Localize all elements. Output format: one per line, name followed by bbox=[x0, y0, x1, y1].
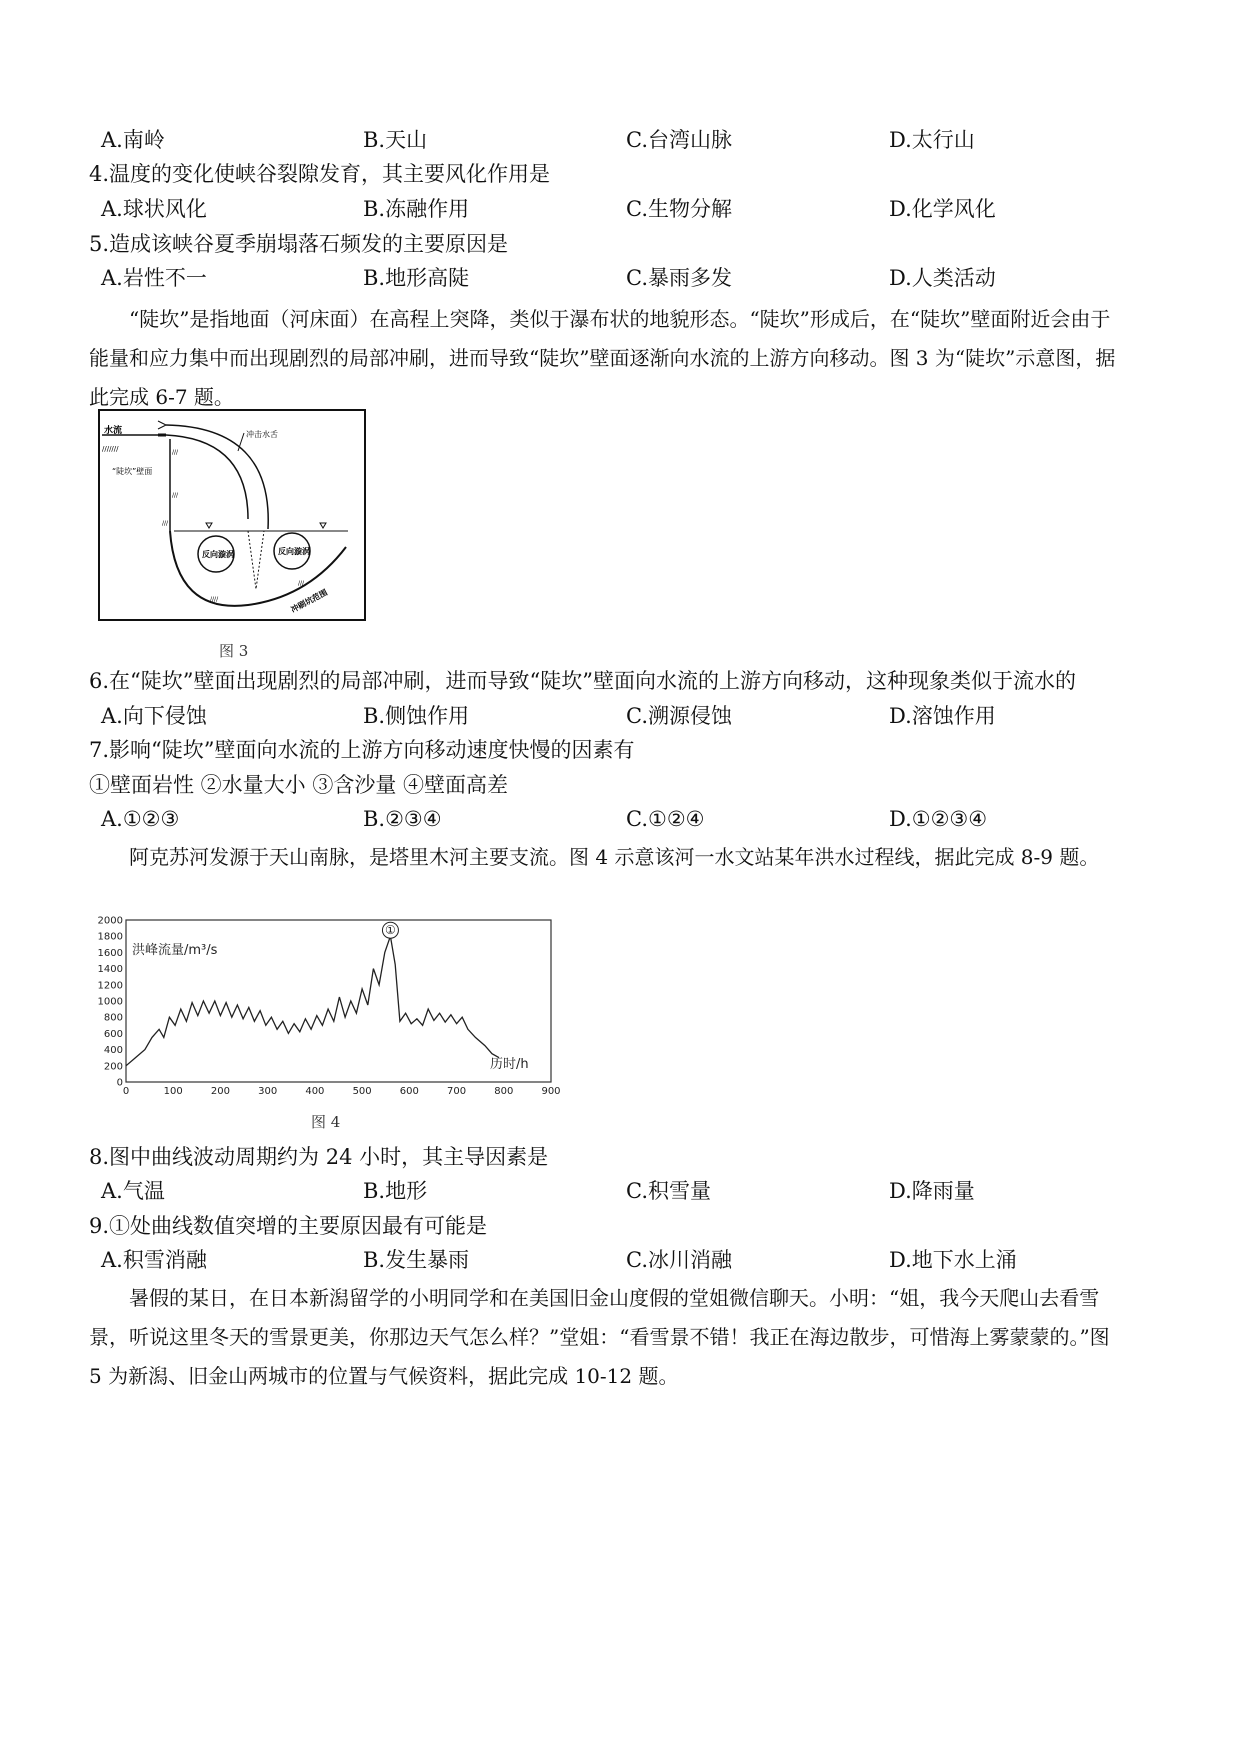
q3-option-c[interactable]: C.台湾山脉 bbox=[626, 128, 732, 152]
q8-option-b[interactable]: B.地形 bbox=[363, 1179, 428, 1203]
q9-stem: 9.①处曲线数值突增的主要原因最有可能是 bbox=[89, 1214, 488, 1238]
chart-ytick-label: 1600 bbox=[97, 947, 123, 959]
q9-option-c[interactable]: C.冰川消融 bbox=[626, 1248, 732, 1272]
q5-stem: 5.造成该峡谷夏季崩塌落石频发的主要原因是 bbox=[89, 232, 509, 256]
q6-stem: 6.在“陡坎”壁面出现剧烈的局部冲刷，进而导致“陡坎”壁面向水流的上游方向移动，这种现象类似于流水的 bbox=[89, 669, 1076, 693]
chart-ytick-label: 400 bbox=[103, 1045, 123, 1057]
svg-text:///: /// bbox=[298, 580, 305, 587]
q3-option-a[interactable]: A.南岭 bbox=[101, 128, 165, 152]
q4-option-a[interactable]: A.球状风化 bbox=[101, 197, 207, 221]
chart-ytick-label: 1200 bbox=[97, 980, 123, 992]
q6-option-c[interactable]: C.溯源侵蚀 bbox=[626, 704, 732, 728]
chart-xtick-label: 300 bbox=[258, 1086, 278, 1095]
q7-option-d[interactable]: D.①②③④ bbox=[889, 807, 988, 831]
q9-options bbox=[101, 1245, 1141, 1275]
chart-xtick-label: 400 bbox=[305, 1086, 325, 1095]
svg-text:////: //// bbox=[210, 596, 219, 603]
chart-xtick-label: 500 bbox=[352, 1086, 372, 1095]
q5-option-d[interactable]: D.人类活动 bbox=[889, 266, 996, 290]
q7-option-a[interactable]: A.①②③ bbox=[101, 807, 180, 831]
q5-option-b[interactable]: B.地形高陡 bbox=[363, 266, 470, 290]
chart-ytick-label: 1800 bbox=[97, 931, 123, 943]
q8-option-c[interactable]: C.积雪量 bbox=[626, 1179, 711, 1203]
figure-4-chart bbox=[86, 910, 566, 1095]
chart-annotation-label: ① bbox=[385, 923, 396, 938]
q8-stem: 8.图中曲线波动周期约为 24 小时，其主导因素是 bbox=[89, 1145, 549, 1169]
q7-stem: 7.影响“陡坎”壁面向水流的上游方向移动速度快慢的因素有 bbox=[89, 738, 635, 762]
fig3-flow-label: 水流 bbox=[104, 426, 123, 436]
chart-xtick-label: 900 bbox=[541, 1086, 561, 1095]
q7-factors: ①壁面岩性 ②水量大小 ③含沙量 ④壁面高差 bbox=[89, 773, 509, 797]
q6-option-a[interactable]: A.向下侵蚀 bbox=[101, 704, 207, 728]
chart-xtick-label: 100 bbox=[163, 1086, 183, 1095]
svg-text:///: /// bbox=[172, 492, 179, 499]
q6-options bbox=[101, 701, 1141, 731]
q9-option-a[interactable]: A.积雪消融 bbox=[101, 1248, 207, 1272]
q7-option-b[interactable]: B.②③④ bbox=[363, 807, 442, 831]
fig3-wall-label: “陡坎”壁面 bbox=[112, 467, 153, 476]
fig3-pit-label: 冲刷坑范围 bbox=[289, 587, 329, 615]
q4-option-d[interactable]: D.化学风化 bbox=[889, 197, 996, 221]
q5-option-c[interactable]: C.暴雨多发 bbox=[626, 266, 732, 290]
q6-option-d[interactable]: D.溶蚀作用 bbox=[889, 704, 996, 728]
svg-text:反向漩涡: 反向漩涡 bbox=[278, 547, 310, 556]
chart-ytick-label: 600 bbox=[103, 1028, 123, 1040]
chart-ytick-label: 1000 bbox=[97, 996, 123, 1008]
q6-option-b[interactable]: B.侧蚀作用 bbox=[363, 704, 470, 728]
chart-xtick-label: 200 bbox=[210, 1086, 230, 1095]
q4-option-c[interactable]: C.生物分解 bbox=[626, 197, 732, 221]
svg-text:///////: /////// bbox=[102, 445, 119, 453]
q9-option-d[interactable]: D.地下水上涌 bbox=[889, 1248, 1017, 1272]
figure-4-caption: 图 4 bbox=[311, 1113, 341, 1131]
q3-options bbox=[101, 125, 1141, 155]
chart-xtick-label: 800 bbox=[494, 1086, 514, 1095]
chart-ytick-label: 2000 bbox=[97, 915, 123, 927]
q3-option-b[interactable]: B.天山 bbox=[363, 128, 428, 152]
q8-option-d[interactable]: D.降雨量 bbox=[889, 1179, 975, 1203]
q7-option-c[interactable]: C.①②④ bbox=[626, 807, 705, 831]
figure-3-diagram bbox=[98, 409, 366, 621]
chart-ytick-label: 1400 bbox=[97, 964, 123, 976]
q3-option-d[interactable]: D.太行山 bbox=[889, 128, 975, 152]
fig3-vortex-label: 反向漩涡 bbox=[202, 550, 234, 559]
figure-3-caption: 图 3 bbox=[219, 642, 249, 660]
q5-options bbox=[101, 263, 1141, 293]
svg-text:///: /// bbox=[162, 520, 169, 527]
chart-xtick-label: 600 bbox=[399, 1086, 419, 1095]
q8-option-a[interactable]: A.气温 bbox=[101, 1179, 165, 1203]
chart-ytick-label: 0 bbox=[116, 1077, 123, 1089]
q4-options bbox=[101, 194, 1141, 224]
q9-option-b[interactable]: B.发生暴雨 bbox=[363, 1248, 470, 1272]
passage-niigata: 暑假的某日，在日本新潟留学的小明同学和在美国旧金山度假的堂姐微信聊天。小明：“姐，我今天爬山去看雪景，听说这里冬天的雪景更美，你那边天气怎么样？”堂姐：“看雪景不错！我正在海边散步，可惜海上雾蒙蒙的。”图 5 为新潟、旧金山两城市的位置与气候资料，据此完成 10-12 题。 bbox=[89, 1286, 1110, 1388]
q4-stem: 4.温度的变化使峡谷裂隙发育，其主要风化作用是 bbox=[89, 162, 551, 186]
q7-options bbox=[101, 804, 1141, 834]
chart-xtick-label: 0 bbox=[122, 1086, 130, 1095]
q8-options bbox=[101, 1176, 1141, 1206]
chart-ylabel: 洪峰流量/m³/s bbox=[132, 943, 218, 958]
chart-xlabel: 历时/h bbox=[490, 1057, 529, 1072]
q5-option-a[interactable]: A.岩性不一 bbox=[101, 266, 207, 290]
fig3-jet-label: 冲击水舌 bbox=[246, 430, 278, 439]
passage-doukan: “陡坎”是指地面（河床面）在高程上突降，类似于瀑布状的地貌形态。“陡坎”形成后，在“陡坎”壁面附近会由于能量和应力集中而出现剧烈的局部冲刷，进而导致“陡坎”壁面逐渐向水流的上游方向移动。图 3 为“陡坎”示意图，据此完成 6-7 题。 bbox=[89, 307, 1116, 409]
chart-ytick-label: 800 bbox=[103, 1012, 123, 1024]
chart-ytick-label: 200 bbox=[103, 1061, 123, 1073]
passage-aksu: 阿克苏河发源于天山南脉，是塔里木河主要支流。图 4 示意该河一水文站某年洪水过程线，据此完成 8-9 题。 bbox=[129, 845, 1100, 869]
q4-option-b[interactable]: B.冻融作用 bbox=[363, 197, 470, 221]
chart-xtick-label: 700 bbox=[447, 1086, 467, 1095]
svg-text:///: /// bbox=[172, 449, 179, 456]
